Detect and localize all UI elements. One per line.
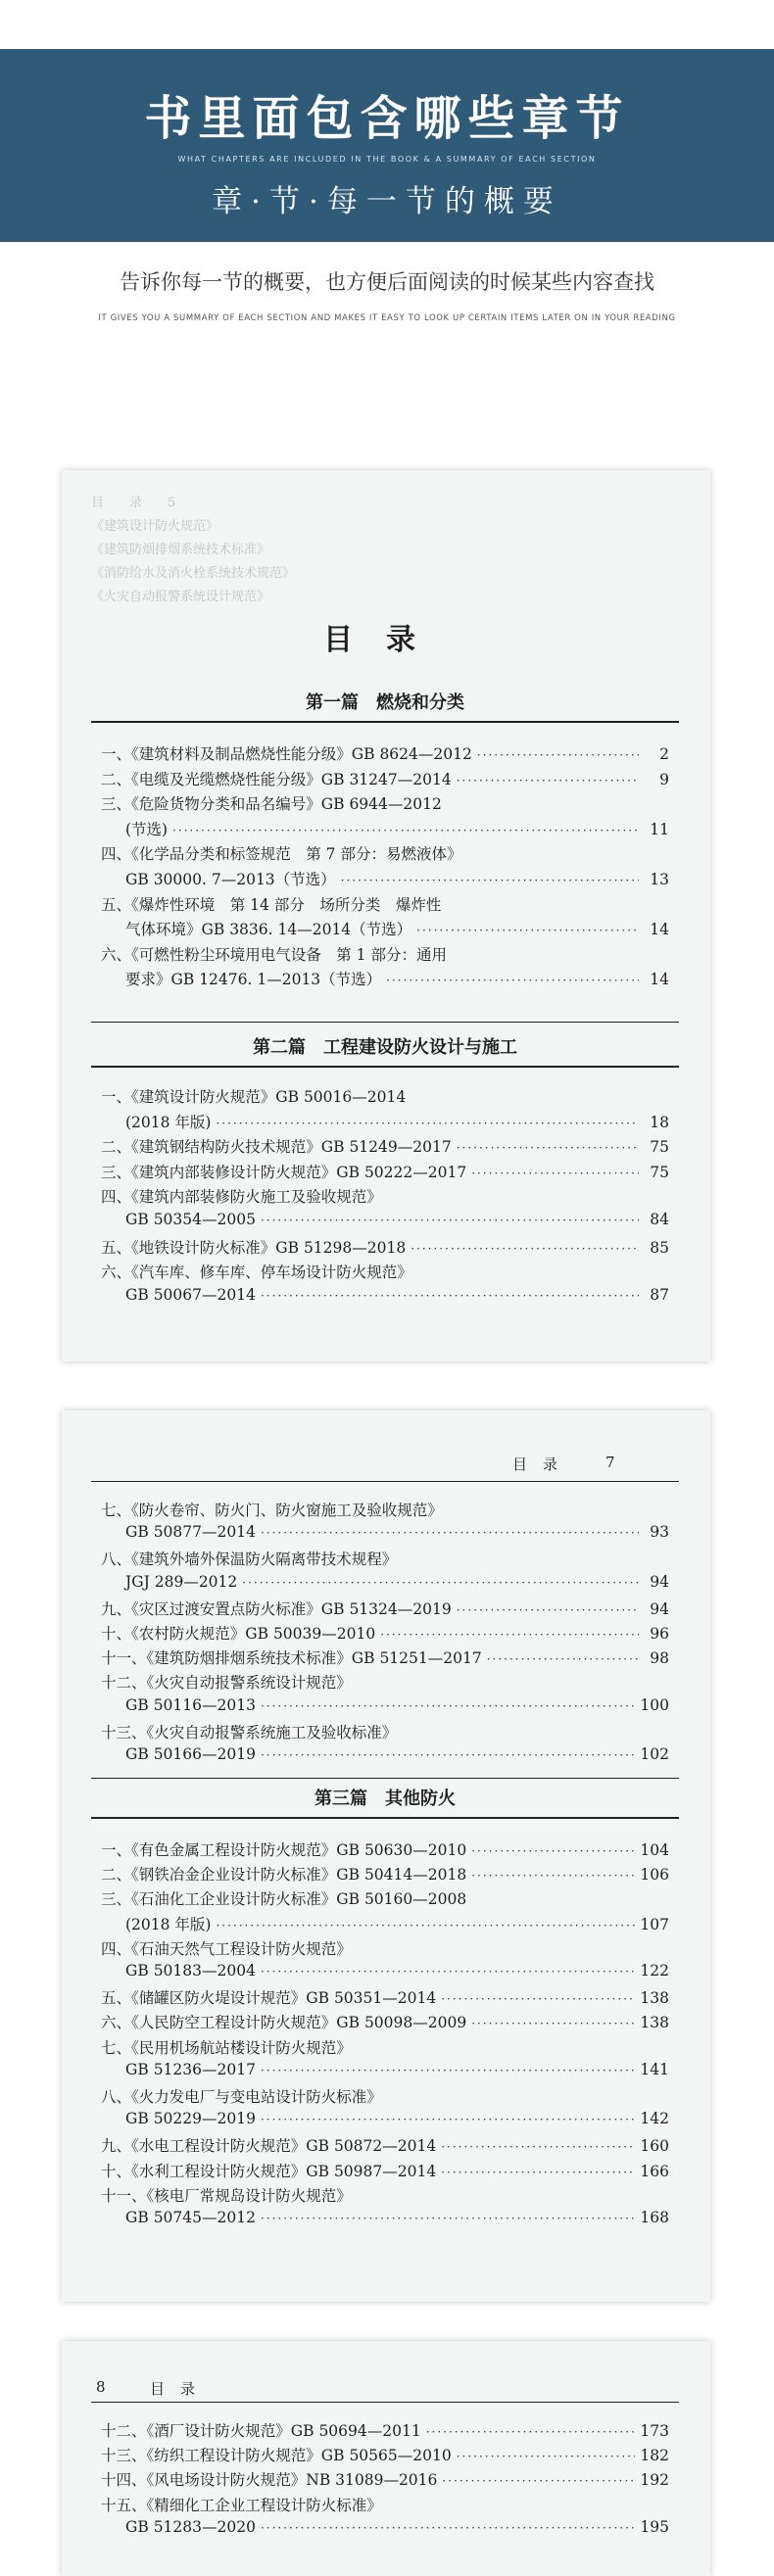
- toc-entry-title: 十、《水利工程设计防火规范》GB 50987—2014: [101, 2162, 437, 2180]
- toc-entry: [125, 2518, 669, 2542]
- toc-entry-title: JGJ 289—2012: [125, 1572, 238, 1591]
- toc-leader-dots: [426, 2425, 636, 2439]
- toc-entry: [101, 1646, 669, 1670]
- toc-entry-title: GB 50745—2012: [125, 2209, 256, 2226]
- toc-entry-title: 三、《建筑内部装修设计防火规范》GB 50222—2017: [101, 1163, 467, 1181]
- toc-leader-dots: [261, 1699, 635, 1713]
- toc-entry-title: GB 50116—2013: [125, 1695, 256, 1714]
- toc-entry: [125, 1211, 669, 1234]
- toc-entry: [101, 1236, 669, 1260]
- toc-entry: [101, 2419, 669, 2443]
- toc-leader-dots: [411, 1242, 639, 1256]
- intro-text: 告诉你每一节的概要，也方便后面阅读的时候某些内容查找: [120, 270, 654, 294]
- toc-entry-page: 98: [650, 1649, 669, 1668]
- toc-entry-title: GB 51236—2017: [125, 2060, 256, 2078]
- toc-entry: [101, 2134, 669, 2158]
- toc-entry: [101, 893, 669, 917]
- toc-entry-title: 十三、《火灾自动报警系统施工及验收标准》: [101, 1723, 398, 1741]
- bleed-through-text: 《消防给水及消火栓系统技术规范》: [91, 566, 506, 581]
- toc-entry-title: 九、《水电工程设计防火规范》GB 50872—2014: [101, 2137, 437, 2156]
- toc-entry-title: 二、《建筑钢结构防火技术规范》GB 51249—2017: [101, 1138, 452, 1157]
- toc-entry: [101, 1161, 669, 1184]
- toc-entry: [101, 1622, 669, 1646]
- toc-leader-dots: [442, 2474, 635, 2488]
- banner-title: 书里面包含哪些章节: [144, 91, 630, 146]
- toc-entry: [101, 1671, 669, 1694]
- toc-leader-dots: [261, 2212, 635, 2225]
- toc-leader-dots: [242, 1576, 639, 1590]
- toc-leader-dots: [386, 974, 639, 987]
- toc-entry: [101, 943, 669, 967]
- toc-entry-page: 192: [640, 2471, 669, 2490]
- toc-entry-page: 166: [640, 2162, 669, 2180]
- toc-entry-title: 一、《建筑设计防火规范》GB 50016—2014: [101, 1088, 407, 1106]
- toc-entry-page: 100: [640, 1695, 669, 1714]
- toc-leader-dots: [216, 1117, 639, 1130]
- toc-entry-page: 160: [640, 2137, 669, 2156]
- toc-entry-page: 107: [640, 1915, 669, 1933]
- toc-entry: [101, 2036, 669, 2060]
- toc-entry-title: GB 50166—2019: [125, 1745, 256, 1763]
- toc-entry-title: 十一、《建筑防烟排烟系统技术标准》GB 51251—2017: [101, 1649, 482, 1668]
- bleed-through-text: 《建筑设计防火规范》: [91, 519, 506, 534]
- toc-leader-dots: [457, 2450, 636, 2463]
- header-rule: [91, 1481, 679, 1482]
- toc-entry-page: 13: [650, 871, 669, 888]
- toc-entry-title: GB 51283—2020: [125, 2517, 256, 2536]
- toc-entry-title: (2018 年版): [125, 1915, 212, 1933]
- toc-leader-dots: [261, 2521, 635, 2535]
- toc-entry: [101, 1185, 669, 1209]
- toc-entry-title: GB 50229—2019: [125, 2110, 256, 2128]
- toc-entry: [101, 1986, 669, 2010]
- toc-entry-page: 138: [640, 2014, 669, 2032]
- toc-leader-dots: [457, 774, 639, 787]
- toc-entry-title: 三、《石油化工企业设计防火标准》GB 50160—2008: [101, 1890, 467, 1909]
- toc-entry-title: 二、《钢铁冶金企业设计防火标准》GB 50414—2018: [101, 1866, 467, 1884]
- toc-entry-title: 十、《农村防火规范》GB 50039—2010: [101, 1625, 376, 1643]
- toc-entry-page: 93: [650, 1523, 669, 1542]
- toc-entry-title: GB 50354—2005: [125, 1211, 256, 1228]
- toc-entry: [101, 1135, 669, 1159]
- toc-entry-title: 七、《防火卷帘、防火门、防火窗施工及验收规范》: [101, 1502, 443, 1519]
- toc-entry-title: GB 50183—2004: [125, 1962, 256, 1980]
- toc-entry-title: 十三、《纺织工程设计防火规范》GB 50565—2010: [101, 2447, 452, 2465]
- toc-entry-page: 85: [650, 1238, 669, 1257]
- toc-entry: [101, 2011, 669, 2034]
- toc-leader-dots: [261, 1214, 639, 1227]
- toc-entry: [101, 1863, 669, 1886]
- toc-leader-dots: [341, 874, 639, 887]
- toc-entry: [101, 1598, 669, 1621]
- running-head: 目录: [150, 2380, 212, 2398]
- toc-entry-page: 94: [650, 1572, 669, 1591]
- toc-entry-title: (2018 年版): [125, 1113, 212, 1131]
- toc-entry-title: 五、《储罐区防火堤设计规范》GB 50351—2014: [101, 1989, 437, 2008]
- toc-entry: [101, 1887, 669, 1911]
- toc-entry: [125, 1745, 669, 1769]
- toc-entry-page: 122: [640, 1962, 669, 1980]
- toc-entry-title: 四、《石油天然气工程设计防火规范》: [101, 1939, 352, 1958]
- toc-entry-page: 104: [640, 1841, 669, 1859]
- bleed-through-text: 《建筑防烟排烟系统技术标准》: [91, 543, 506, 557]
- page-number: 7: [605, 1454, 615, 1471]
- toc-leader-dots: [477, 748, 639, 762]
- toc-entry: [125, 1111, 669, 1134]
- toc-leader-dots: [216, 1919, 635, 1932]
- toc-entry: [101, 742, 669, 766]
- toc-entry: [125, 1286, 669, 1310]
- banner-subtitle-en: WHAT CHAPTERS ARE INCLUDED IN THE BOOK & A SUMMARY OF EACH SECTION: [177, 155, 597, 164]
- toc-leader-dots: [457, 1141, 639, 1155]
- bleed-through-text: 《火灾自动报警系统设计规范》: [91, 590, 506, 604]
- toc-entry: [125, 1696, 669, 1720]
- toc-entry-page: 14: [650, 971, 669, 989]
- toc-leader-dots: [471, 1844, 635, 1858]
- toc-entry-title: 九、《灾区过渡安置点防火标准》GB 51324—2019: [101, 1599, 452, 1618]
- toc-entry-title: 十二、《火灾自动报警系统设计规范》: [101, 1674, 352, 1693]
- book-page-toc-1: [62, 470, 710, 1361]
- toc-entry-title: 十一、《核电厂常规岛设计防火规范》: [101, 2186, 352, 2205]
- toc-entry: [101, 1548, 669, 1571]
- toc-entry-title: 四、《建筑内部装修防火施工及验收规范》: [101, 1188, 382, 1207]
- toc-entry-title: 五、《爆炸性环境 第 14 部分 场所分类 爆炸性: [101, 895, 442, 914]
- toc-entry: [101, 842, 669, 866]
- toc-leader-dots: [441, 1992, 635, 2006]
- toc-entry-page: 168: [640, 2209, 669, 2226]
- toc-entry: [125, 1962, 669, 1985]
- toc-leader-dots: [471, 1869, 635, 1883]
- toc-entry: [101, 1838, 669, 1862]
- toc-entry: [101, 792, 669, 816]
- toc-entry: [125, 968, 669, 991]
- toc-entry-title: 四、《化学品分类和标签规范 第 7 部分：易燃液体》: [101, 845, 462, 864]
- toc-leader-dots: [416, 924, 639, 937]
- toc-entry: [101, 768, 669, 791]
- toc-entry: [125, 1913, 669, 1936]
- toc-entry-page: 2: [659, 745, 669, 763]
- toc-entry: [101, 1499, 669, 1522]
- toc-entry-page: 14: [650, 921, 669, 939]
- toc-entry-title: GB 50877—2014: [125, 1523, 256, 1542]
- toc-leader-dots: [261, 1748, 635, 1762]
- toc-entry-page: 142: [640, 2110, 669, 2128]
- book-page-toc-3: [62, 2341, 710, 2576]
- toc-entry: [125, 2110, 669, 2133]
- toc-entry-title: (节选): [125, 820, 169, 838]
- toc-entry-title: 二、《电缆及光缆燃烧性能分级》GB 31247—2014: [101, 770, 452, 788]
- toc-leader-dots: [261, 1526, 639, 1540]
- toc-entry-page: 96: [650, 1625, 669, 1643]
- toc-entry-title: GB 50067—2014: [125, 1285, 256, 1304]
- bleed-through-text: 目 录 5: [91, 496, 176, 510]
- page-number: 8: [96, 2378, 106, 2396]
- toc-entry: [101, 2444, 669, 2467]
- toc-entry: [101, 2468, 669, 2492]
- toc-entry: [101, 1937, 669, 1961]
- toc-title: 目录: [323, 623, 449, 657]
- part-divider: [91, 1022, 679, 1023]
- part-heading: 第二篇 工程建设防火设计与施工: [91, 1033, 679, 1068]
- toc-entry-title: GB 30000. 7—2013（节选）: [125, 871, 336, 888]
- toc-entry: [101, 1721, 669, 1744]
- toc-entry: [125, 868, 669, 891]
- toc-entry-page: 75: [650, 1163, 669, 1181]
- toc-entry-title: 六、《人民防空工程设计防火规范》GB 50098—2009: [101, 2014, 467, 2032]
- toc-entry-page: 75: [650, 1138, 669, 1157]
- toc-entry: [125, 1523, 669, 1547]
- toc-entry-title: 六、《可燃性粉尘环境用电气设备 第 1 部分：通用: [101, 945, 447, 964]
- toc-entry-page: 18: [650, 1113, 669, 1131]
- toc-entry-page: 9: [659, 770, 669, 788]
- toc-entry-page: 87: [650, 1285, 669, 1304]
- toc-leader-dots: [261, 1965, 635, 1979]
- toc-entry: [101, 1261, 669, 1284]
- part-heading: 第一篇 燃烧和分类: [91, 689, 679, 723]
- toc-leader-dots: [471, 1167, 639, 1180]
- toc-entry-title: 一、《建筑材料及制品燃烧性能分级》GB 8624—2012: [101, 745, 472, 763]
- book-page-toc-2: [62, 1410, 710, 2302]
- toc-leader-dots: [261, 2113, 635, 2126]
- toc-leader-dots: [441, 2166, 635, 2179]
- banner-tagline: 章·节·每一节的概要: [212, 184, 562, 219]
- toc-entry: [125, 2209, 669, 2232]
- toc-leader-dots: [261, 2064, 635, 2077]
- toc-entry-title: 五、《地铁设计防火标准》GB 51298—2018: [101, 1238, 407, 1257]
- toc-entry-title: 七、《民用机场航站楼设计防火规范》: [101, 2038, 352, 2057]
- toc-leader-dots: [441, 2140, 635, 2154]
- toc-entry-page: 102: [640, 1745, 669, 1763]
- toc-entry-page: 11: [650, 820, 669, 838]
- toc-leader-dots: [457, 1603, 639, 1617]
- toc-entry-page: 138: [640, 1989, 669, 2008]
- toc-entry-title: 要求》GB 12476. 1—2013（节选）: [125, 971, 382, 989]
- toc-entry: [101, 2184, 669, 2208]
- toc-entry-page: 84: [650, 1211, 669, 1228]
- toc-entry-title: 十五、《精细化工企业工程设计防火标准》: [101, 2496, 382, 2514]
- toc-entry-title: 六、《汽车库、修车库、停车场设计防火规范》: [101, 1264, 412, 1282]
- header-banner: [0, 49, 774, 242]
- toc-entry-title: 八、《建筑外墙外保温防火隔离带技术规程》: [101, 1550, 398, 1569]
- toc-entry-title: 十二、《酒厂设计防火规范》GB 50694—2011: [101, 2422, 421, 2440]
- toc-entry-page: 195: [640, 2517, 669, 2536]
- toc-entry-page: 106: [640, 1866, 669, 1884]
- toc-entry-title: 三、《危险货物分类和品名编号》GB 6944—2012: [101, 795, 442, 814]
- toc-entry-page: 173: [640, 2422, 669, 2440]
- running-head: 目录: [512, 1455, 574, 1473]
- toc-entry-title: 八、《火力发电厂与变电站设计防火标准》: [101, 2088, 382, 2106]
- toc-entry: [125, 2061, 669, 2084]
- toc-entry-title: 气体环境》GB 3836. 14—2014（节选）: [125, 921, 412, 939]
- toc-entry: [125, 1573, 669, 1597]
- toc-entry-page: 141: [640, 2060, 669, 2078]
- toc-leader-dots: [471, 2017, 635, 2030]
- toc-entry: [125, 818, 669, 841]
- toc-entry: [101, 2494, 669, 2517]
- toc-leader-dots: [261, 1289, 639, 1303]
- toc-entry-title: 十四、《风电场设计防火规范》NB 31089—2016: [101, 2471, 438, 2490]
- toc-entry-title: 一、《有色金属工程设计防火规范》GB 50630—2010: [101, 1841, 467, 1859]
- toc-entry: [101, 2085, 669, 2109]
- toc-leader-dots: [172, 824, 639, 837]
- header-rule: [91, 2402, 679, 2403]
- intro-text-en: IT GIVES YOU A SUMMARY OF EACH SECTION AND MAKES IT EASY TO LOOK UP CERTAIN ITEMS LATER ON IN YOUR READING: [98, 313, 676, 323]
- toc-leader-dots: [380, 1628, 639, 1642]
- toc-entry: [101, 1085, 669, 1109]
- toc-entry-page: 182: [640, 2447, 669, 2465]
- part-divider: [91, 1778, 679, 1779]
- toc-leader-dots: [487, 1652, 639, 1666]
- toc-entry-page: 94: [650, 1599, 669, 1618]
- toc-entry: [125, 918, 669, 941]
- toc-entry: [101, 2160, 669, 2183]
- part-heading: 第三篇 其他防火: [91, 1785, 679, 1819]
